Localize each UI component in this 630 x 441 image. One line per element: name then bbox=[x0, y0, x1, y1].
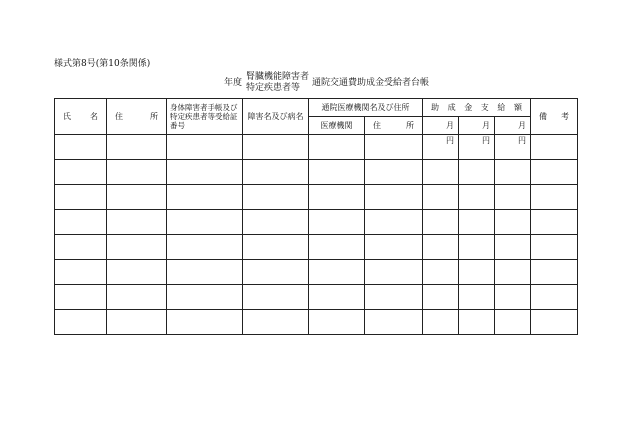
table-cell[interactable] bbox=[495, 310, 531, 335]
table-cell[interactable] bbox=[243, 285, 309, 310]
table-cell[interactable] bbox=[423, 210, 459, 235]
table-cell[interactable] bbox=[243, 260, 309, 285]
header-row-1 bbox=[55, 99, 578, 117]
title-line1: 腎臓機能障害者 bbox=[246, 72, 310, 82]
table-cell[interactable] bbox=[243, 310, 309, 335]
registry-table bbox=[54, 98, 578, 335]
table-cell[interactable] bbox=[107, 285, 167, 310]
table-cell[interactable] bbox=[459, 185, 495, 210]
table-cell[interactable] bbox=[531, 235, 578, 260]
table-cell[interactable] bbox=[365, 185, 423, 210]
header-address: 住 所 bbox=[107, 99, 167, 135]
table-cell[interactable] bbox=[167, 285, 243, 310]
table-cell[interactable] bbox=[55, 285, 107, 310]
table-row bbox=[55, 185, 578, 210]
header-certificate: 身体障害者手帳及び特定疾患者等受給証番号 bbox=[167, 99, 243, 135]
table-cell[interactable] bbox=[495, 160, 531, 185]
header-clinic-address: 住 所 bbox=[365, 117, 423, 135]
table-row bbox=[55, 285, 578, 310]
table-cell[interactable] bbox=[107, 210, 167, 235]
table-cell[interactable] bbox=[495, 185, 531, 210]
table-row bbox=[55, 310, 578, 335]
header-clinic: 医療機関 bbox=[309, 117, 365, 135]
table-cell[interactable] bbox=[309, 285, 365, 310]
yen-label: 円 bbox=[423, 135, 459, 160]
table-row bbox=[55, 160, 578, 185]
header-month: 月 bbox=[495, 117, 531, 135]
header-month: 月 bbox=[459, 117, 495, 135]
yen-label: 円 bbox=[459, 135, 495, 160]
table-cell[interactable] bbox=[459, 160, 495, 185]
table-cell[interactable] bbox=[423, 235, 459, 260]
table-cell[interactable] bbox=[365, 160, 423, 185]
table-cell[interactable] bbox=[107, 260, 167, 285]
table-cell[interactable] bbox=[365, 235, 423, 260]
table-cell[interactable] bbox=[309, 260, 365, 285]
table-cell[interactable] bbox=[167, 160, 243, 185]
table-cell[interactable] bbox=[55, 185, 107, 210]
table-cell[interactable] bbox=[243, 185, 309, 210]
table-row bbox=[55, 210, 578, 235]
table-cell[interactable] bbox=[531, 185, 578, 210]
table-cell[interactable] bbox=[309, 310, 365, 335]
table-cell[interactable] bbox=[55, 235, 107, 260]
table-cell[interactable] bbox=[167, 235, 243, 260]
table-cell[interactable] bbox=[107, 185, 167, 210]
table-cell[interactable] bbox=[107, 160, 167, 185]
table-cell[interactable] bbox=[423, 310, 459, 335]
table-cell[interactable] bbox=[459, 210, 495, 235]
table-row bbox=[55, 135, 578, 160]
yen-label: 円 bbox=[495, 135, 531, 160]
table-cell[interactable] bbox=[459, 260, 495, 285]
table-cell[interactable] bbox=[55, 310, 107, 335]
header-remarks: 備 考 bbox=[531, 99, 578, 135]
table-cell[interactable] bbox=[495, 260, 531, 285]
header-month: 月 bbox=[423, 117, 459, 135]
table-cell[interactable] bbox=[167, 310, 243, 335]
table-cell[interactable] bbox=[531, 160, 578, 185]
table-cell[interactable] bbox=[243, 210, 309, 235]
table-cell[interactable] bbox=[423, 260, 459, 285]
table-cell[interactable] bbox=[107, 310, 167, 335]
table-row bbox=[55, 260, 578, 285]
table-cell[interactable] bbox=[309, 160, 365, 185]
header-name: 氏 名 bbox=[55, 99, 107, 135]
table-cell[interactable] bbox=[495, 210, 531, 235]
table-cell[interactable] bbox=[531, 210, 578, 235]
header-subsidy-group: 助 成 金 支 給 額 bbox=[423, 99, 531, 117]
header-disease: 障害名及び病名 bbox=[243, 99, 309, 135]
title-year: 年度 bbox=[224, 78, 243, 88]
table-cell[interactable] bbox=[365, 310, 423, 335]
title-main: 通院交通費助成金受給者台帳 bbox=[312, 78, 430, 88]
header-clinic-group: 通院医療機関名及び住所 bbox=[309, 99, 423, 117]
table-cell[interactable] bbox=[365, 260, 423, 285]
table-cell[interactable] bbox=[365, 210, 423, 235]
table-cell[interactable] bbox=[531, 285, 578, 310]
table-cell[interactable] bbox=[167, 210, 243, 235]
form-number: 様式第8号(第10条関係) bbox=[54, 59, 151, 69]
table-cell[interactable] bbox=[531, 260, 578, 285]
table-cell[interactable] bbox=[365, 285, 423, 310]
table-cell[interactable] bbox=[459, 285, 495, 310]
table-cell[interactable] bbox=[495, 285, 531, 310]
table-cell[interactable] bbox=[459, 235, 495, 260]
table-row bbox=[55, 235, 578, 260]
table-cell[interactable] bbox=[423, 160, 459, 185]
table-cell[interactable] bbox=[309, 210, 365, 235]
table-cell[interactable] bbox=[107, 235, 167, 260]
table-cell[interactable] bbox=[459, 310, 495, 335]
table-cell[interactable] bbox=[55, 210, 107, 235]
table-cell[interactable] bbox=[495, 235, 531, 260]
table-cell[interactable] bbox=[167, 260, 243, 285]
table-cell[interactable] bbox=[423, 185, 459, 210]
table-cell[interactable] bbox=[243, 160, 309, 185]
table-cell[interactable] bbox=[423, 285, 459, 310]
table-cell[interactable] bbox=[55, 260, 107, 285]
table-cell[interactable] bbox=[55, 160, 107, 185]
table-cell[interactable] bbox=[309, 185, 365, 210]
table-cell[interactable] bbox=[309, 235, 365, 260]
title-line2: 特定疾患者等 bbox=[246, 83, 301, 93]
table-cell[interactable] bbox=[167, 185, 243, 210]
table-cell[interactable] bbox=[531, 310, 578, 335]
table-cell[interactable] bbox=[243, 235, 309, 260]
